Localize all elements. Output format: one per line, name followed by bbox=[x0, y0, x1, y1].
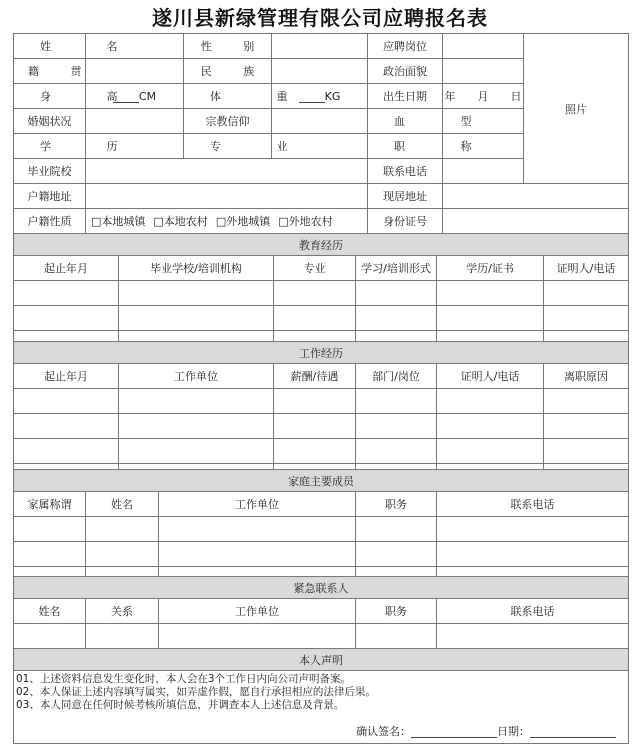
cell[interactable] bbox=[437, 414, 544, 439]
label-position: 应聘岗位 bbox=[368, 34, 443, 59]
work-table bbox=[13, 341, 629, 489]
work-header: 工作单位 bbox=[119, 364, 274, 389]
cell[interactable] bbox=[356, 542, 437, 567]
cell[interactable] bbox=[14, 389, 119, 414]
edu-row bbox=[14, 306, 629, 331]
cell[interactable] bbox=[356, 517, 437, 542]
family-header: 联系电话 bbox=[437, 492, 629, 517]
native-field[interactable] bbox=[86, 59, 184, 84]
emergency-section-title: 紧急联系人 bbox=[14, 577, 629, 599]
cell[interactable] bbox=[437, 517, 629, 542]
cell[interactable] bbox=[356, 439, 437, 464]
label-birth: 出生日期 bbox=[368, 84, 443, 109]
cell[interactable] bbox=[544, 306, 629, 331]
cell[interactable] bbox=[14, 624, 86, 649]
label-title: 职 称 bbox=[368, 134, 443, 159]
school-field[interactable] bbox=[86, 159, 368, 184]
cell[interactable] bbox=[274, 389, 356, 414]
cell[interactable] bbox=[14, 414, 119, 439]
declaration-box bbox=[14, 671, 629, 744]
birth-field[interactable]: 年 月 日 bbox=[443, 84, 524, 109]
edu-header: 起止年月 bbox=[14, 256, 119, 281]
current-addr-field[interactable] bbox=[443, 184, 629, 209]
emergency-header: 联系电话 bbox=[437, 599, 629, 624]
signature-field[interactable] bbox=[411, 727, 497, 738]
declaration-section-title: 本人声明 bbox=[14, 649, 629, 671]
edu-row bbox=[14, 281, 629, 306]
cell[interactable] bbox=[544, 389, 629, 414]
hukou-type-options bbox=[86, 209, 368, 234]
work-row bbox=[14, 414, 629, 439]
phone-field[interactable] bbox=[443, 159, 524, 184]
emergency-header: 工作单位 bbox=[159, 599, 356, 624]
work-row bbox=[14, 389, 629, 414]
marital-field[interactable] bbox=[86, 109, 184, 134]
label-marital: 婚姻状况 bbox=[14, 109, 86, 134]
family-header: 职务 bbox=[356, 492, 437, 517]
cell[interactable] bbox=[544, 281, 629, 306]
gender-field[interactable] bbox=[272, 34, 368, 59]
family-row bbox=[14, 517, 629, 542]
family-table bbox=[13, 469, 629, 592]
cell[interactable] bbox=[274, 306, 356, 331]
cell[interactable] bbox=[356, 414, 437, 439]
work-header: 薪酬/待遇 bbox=[274, 364, 356, 389]
cell[interactable] bbox=[544, 414, 629, 439]
family-header: 工作单位 bbox=[159, 492, 356, 517]
cell[interactable] bbox=[437, 281, 544, 306]
checkbox-local-urban[interactable]: □本地城镇 bbox=[91, 215, 146, 228]
cell[interactable] bbox=[356, 389, 437, 414]
cell[interactable] bbox=[14, 542, 86, 567]
work-header: 起止年月 bbox=[14, 364, 119, 389]
emergency-header: 关系 bbox=[86, 599, 159, 624]
cell[interactable] bbox=[119, 306, 274, 331]
label-ethnic: 民 族 bbox=[184, 59, 272, 84]
checkbox-nonlocal-rural[interactable]: □外地农村 bbox=[278, 215, 333, 228]
label-hukou-addr: 户籍地址 bbox=[14, 184, 86, 209]
family-header: 家属称谓 bbox=[14, 492, 86, 517]
declaration-item: 01、上述资料信息发生变化时，本人会在3个工作日内向公司声明备案。 bbox=[16, 673, 352, 685]
label-height: 身 高 bbox=[14, 84, 86, 109]
cell[interactable] bbox=[119, 281, 274, 306]
cell[interactable] bbox=[274, 281, 356, 306]
cell[interactable] bbox=[86, 542, 159, 567]
label-current-addr: 现居地址 bbox=[368, 184, 443, 209]
cell[interactable] bbox=[14, 439, 119, 464]
political-field[interactable] bbox=[443, 59, 524, 84]
cell[interactable] bbox=[274, 414, 356, 439]
cell[interactable] bbox=[356, 281, 437, 306]
emergency-table bbox=[13, 576, 629, 744]
label-school: 毕业院校 bbox=[14, 159, 86, 184]
cell[interactable] bbox=[119, 439, 274, 464]
emergency-row bbox=[14, 624, 629, 649]
declaration-item: 03、本人同意在任何时候考核所填信息，并调查本人上述信息及背景。 bbox=[16, 699, 345, 711]
position-field[interactable] bbox=[443, 34, 524, 59]
label-name: 姓 名 bbox=[14, 34, 86, 59]
label-weight: 体 重 bbox=[184, 84, 272, 109]
cell[interactable] bbox=[274, 439, 356, 464]
cell[interactable] bbox=[544, 439, 629, 464]
work-header: 部门/岗位 bbox=[356, 364, 437, 389]
date-label: 日期： bbox=[497, 725, 531, 738]
cell[interactable] bbox=[437, 542, 629, 567]
checkbox-nonlocal-urban[interactable]: □外地城镇 bbox=[215, 215, 271, 228]
form-title: 遂川县新绿管理有限公司应聘报名表 bbox=[152, 6, 488, 30]
ethnic-field[interactable] bbox=[272, 59, 368, 84]
label-education: 学 历 bbox=[14, 134, 86, 159]
cell[interactable] bbox=[159, 517, 356, 542]
cell[interactable] bbox=[119, 389, 274, 414]
emergency-header: 职务 bbox=[356, 599, 437, 624]
cell[interactable] bbox=[437, 624, 629, 649]
cell[interactable] bbox=[14, 306, 119, 331]
cell[interactable] bbox=[356, 624, 437, 649]
cell[interactable] bbox=[437, 306, 544, 331]
work-header: 证明人/电话 bbox=[437, 364, 544, 389]
cell[interactable] bbox=[159, 624, 356, 649]
education-table bbox=[13, 233, 629, 356]
height-unit: CM bbox=[138, 89, 157, 103]
label-blood: 血 型 bbox=[368, 109, 443, 134]
edu-header: 学历/证书 bbox=[437, 256, 544, 281]
family-header: 姓名 bbox=[86, 492, 159, 517]
work-header: 离职原因 bbox=[544, 364, 629, 389]
edu-header: 证明人/电话 bbox=[544, 256, 629, 281]
label-hukou-type: 户籍性质 bbox=[14, 209, 86, 234]
id-no-field[interactable] bbox=[443, 209, 629, 234]
cell[interactable] bbox=[14, 281, 119, 306]
label-political: 政治面貌 bbox=[368, 59, 443, 84]
label-major: 专 业 bbox=[184, 134, 272, 159]
declaration-item: 02、本人保证上述内容填写属实，如弄虚作假，愿自行承担相应的法律后果。 bbox=[16, 686, 376, 698]
label-religion: 宗教信仰 bbox=[184, 109, 272, 134]
hukou-addr-field[interactable] bbox=[86, 184, 368, 209]
cell[interactable] bbox=[159, 542, 356, 567]
application-form bbox=[13, 33, 629, 234]
cell[interactable] bbox=[86, 517, 159, 542]
photo-box[interactable]: 照片 bbox=[524, 34, 629, 184]
work-section-title: 工作经历 bbox=[14, 342, 629, 364]
cell[interactable] bbox=[356, 306, 437, 331]
family-section-title: 家庭主要成员 bbox=[14, 470, 629, 492]
education-section-title: 教育经历 bbox=[14, 234, 629, 256]
cell[interactable] bbox=[437, 389, 544, 414]
edu-header: 专业 bbox=[274, 256, 356, 281]
edu-header: 学习/培训形式 bbox=[356, 256, 437, 281]
label-native: 籍 贯 bbox=[14, 59, 86, 84]
cell[interactable] bbox=[86, 624, 159, 649]
edu-header: 毕业学校/培训机构 bbox=[119, 256, 274, 281]
cell[interactable] bbox=[437, 439, 544, 464]
signature-row bbox=[356, 725, 616, 738]
emergency-header: 姓名 bbox=[14, 599, 86, 624]
label-phone: 联系电话 bbox=[368, 159, 443, 184]
religion-field[interactable] bbox=[272, 109, 368, 134]
cell[interactable] bbox=[119, 414, 274, 439]
signature-label: 确认签名： bbox=[356, 725, 412, 738]
work-row bbox=[14, 439, 629, 464]
cell[interactable] bbox=[14, 517, 86, 542]
family-row bbox=[14, 542, 629, 567]
label-id-no: 身份证号 bbox=[368, 209, 443, 234]
label-gender: 性 别 bbox=[184, 34, 272, 59]
weight-unit: KG bbox=[324, 89, 341, 103]
checkbox-local-rural[interactable]: □本地农村 bbox=[153, 215, 208, 228]
date-field[interactable] bbox=[530, 727, 616, 738]
